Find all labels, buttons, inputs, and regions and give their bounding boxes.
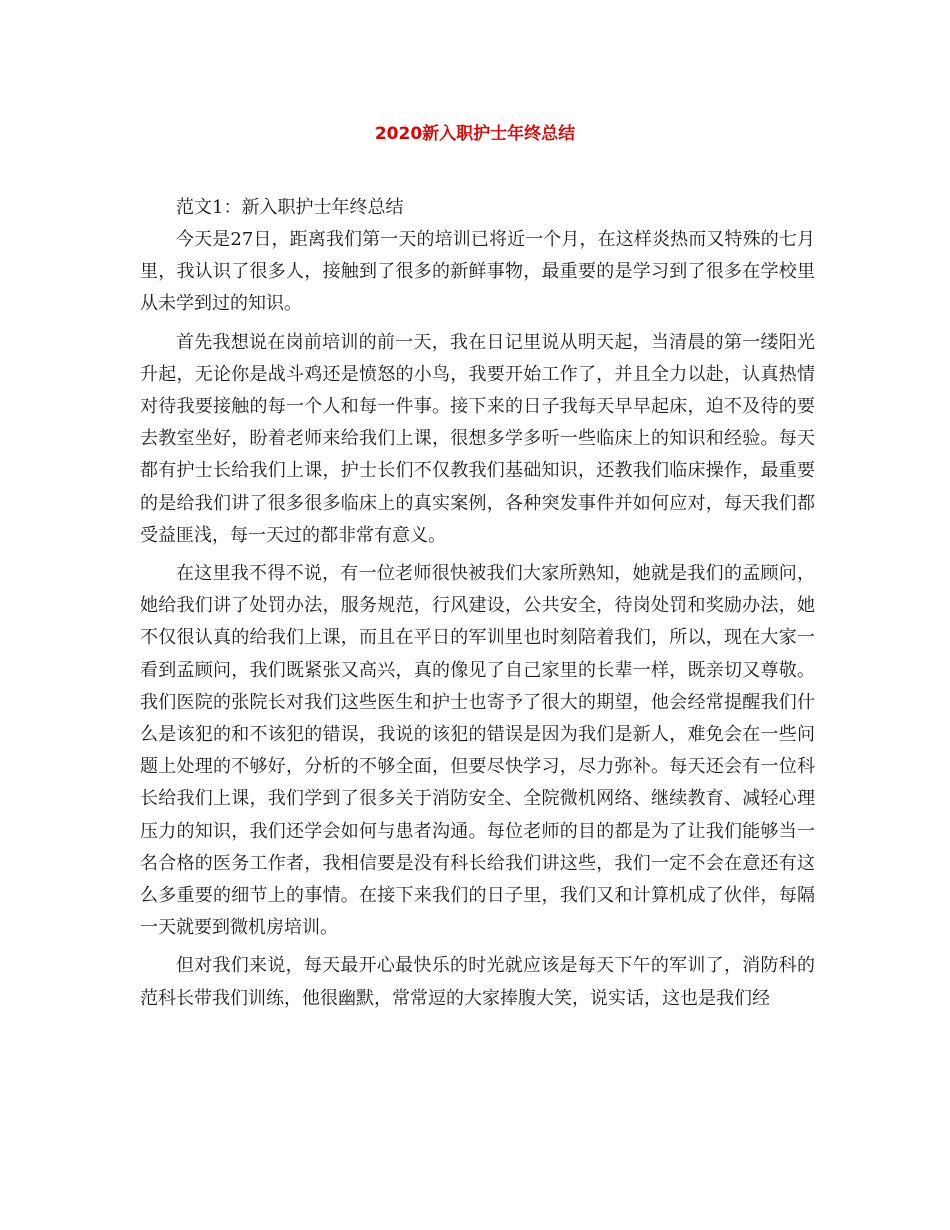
document-body [140,191,815,1015]
paragraph-4: 但对我们来说，每天最开心最快乐的时光就应该是每天下午的军训了，消防科的范科长带我们训练，他很幽默，常常逗的大家捧腹大笑，说实话，这也是我们经 [140,955,815,1009]
document-title: 2020新入职护士年终总结 [374,124,576,144]
paragraph-2: 首先我想说在岗前培训的前一天，我在日记里说从明天起，当清晨的第一缕阳光升起，无论你是战斗鸡还是愤怒的小鸟，我要开始工作了，并且全力以赴，认真热情对待我要接触的每一个人和每一件事。接下来的日子我每天早早起床，迫不及待的要去教室坐好，盼着老师来给我们上课，很想多学多听一些临床上的知识和经验。每天都有护士长给我们上课，护士长们不仅教我们基础知识，还教我们临床操作，最重要的是给我们讲了很多很多临床上的真实案例，各种突发事件并如何应对，每天我们都受益匪浅，每一天过的都非常有意义。 [140,331,815,546]
paragraph-3: 在这里我不得不说，有一位老师很快被我们大家所熟知，她就是我们的孟顾问，她给我们讲了处罚办法，服务规范，行风建设，公共安全，待岗处罚和奖励办法，她不仅很认真的给我们上课，而且在平日的军训里也时刻陪着我们，所以，现在大家一看到孟顾问，我们既紧张又高兴，真的像见了自己家里的长辈一样，既亲切又尊敬。我们医院的张院长对我们这些医生和护士也寄予了很大的期望，他会经常提醒我们什么是该犯的和不该犯的错误，我说的该犯的错误是因为我们是新人，难免会在一些问题上处理的不够好，分析的不够全面，但要尽快学习，尽力弥补。每天还会有一位科长给我们上课，我们学到了很多关于消防安全、全院微机网络、继续教育、减轻心理压力的知识，我们还学会如何与患者沟通。每位老师的目的都是为了让我们能够当一名合格的医务工作者，我相信要是没有科长给我们讲这些，我们一定不会在意还有这么多重要的细节上的事情。在接下来我们的日子里，我们又和计算机成了伙伴，每隔一天就要到微机房培训。 [140,563,815,939]
paragraph-1: 今天是27日，距离我们第一天的培训已将近一个月，在这样炎热而又特殊的七月里，我认识了很多人，接触到了很多的新鲜事物，最重要的是学习到了很多在学校里从未学到过的知识。 [140,229,815,315]
section-heading: 范文1：新入职护士年终总结 [176,197,404,218]
